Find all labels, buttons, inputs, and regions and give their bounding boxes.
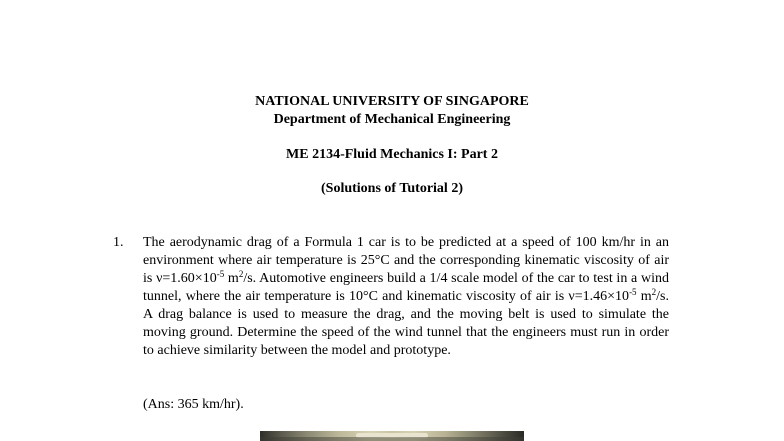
question-text-part: m <box>224 271 239 286</box>
question-text-part: /s. A drag balance is used to measure the drag, and the moving belt is used to simulate the moving ground. Determine the speed of the wind tunnel that the engineers must run in order to achieve similarity between the model and prototype. <box>143 289 670 358</box>
question-text-part: m <box>636 289 652 304</box>
moving-belt <box>260 437 524 441</box>
document-header <box>0 93 784 198</box>
formula1-car-photo <box>260 431 524 441</box>
exponent: 2 <box>651 287 657 297</box>
question-text-part: The aerodynamic drag of a Formula 1 car is to be predicted at a speed of 100 km/hr in an environment where air temperature is 25°C and the corresponding kinematic viscosity of air is ν=1.60×10 <box>143 235 669 286</box>
university-name: NATIONAL UNIVERSITY OF SINGAPORE <box>255 94 529 109</box>
tutorial-subtitle: (Solutions of Tutorial 2) <box>321 181 463 196</box>
department-name: Department of Mechanical Engineering <box>273 112 511 127</box>
exponent: -5 <box>629 287 637 297</box>
exponent: 2 <box>238 269 244 279</box>
question-number: 1. <box>113 235 124 250</box>
exponent: -5 <box>216 269 225 279</box>
course-title: ME 2134-Fluid Mechanics I: Part 2 <box>286 147 498 162</box>
question-text <box>143 234 669 360</box>
question-text-part: /s. Automotive engineers build a 1/4 scale model of the car to test in a wind tunnel, where the air temperature is 10°C and kinematic viscosity of air is ν=1.46×10 <box>143 271 669 304</box>
answer-text: (Ans: 365 km/hr). <box>143 397 244 412</box>
